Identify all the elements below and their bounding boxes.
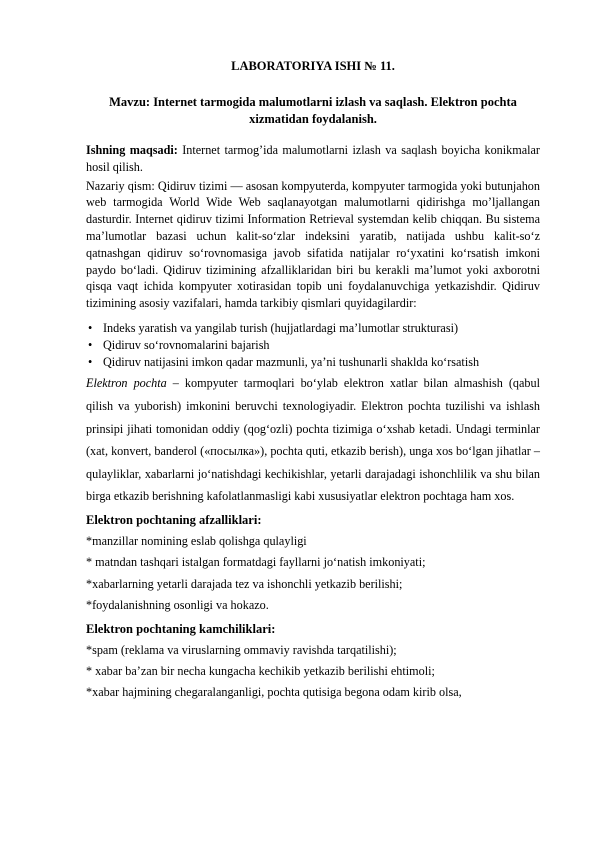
subject-heading: Mavzu: Internet tarmogida malumotlarni izlash va saqlash. Elektron pochta xizmatidan foydalanish.	[109, 95, 517, 126]
list-item: *xabarlarning yetarli darajada tez va ishonchli yetkazib berilishi;	[86, 576, 403, 591]
email-text: – kompyuter tarmoqlari bo‘ylab elektron xatlar bilan almashish (qabul qilish va yuborish) imkonini beruvchi texnologiyadir. Elektron pochta tuzilishi va ishlash prinsipi jihati tomonidan oddiy (qog‘ozli) pochta tizimiga o‘xshab ketadi. Undagi terminlar (xat, konvert, banderol («посылка»), pochta quti, etkazib berish), unga xos bo‘lgan jihatlar – qulayliklar, xabarlarni jo‘natishdagi kechikishlar, yetarli darajadagi ishonchlilik va shu bilan birga etkazib berishning kafolatlanmasligi kabi xususiyatlar elektron pochtaga ham xos.	[86, 376, 540, 504]
list-item: • Indeks yaratish va yangilab turish (hujjatlardagi maʼlumotlar strukturasi)	[86, 320, 540, 337]
theory-paragraph: Nazariy qism: Qidiruv tizimi — asosan kompyuterda, kompyuter tarmogida yoki butunjahon web tarmogida World Wide Web saqlanayotgan malumotlarni qidirishga mo’ljallangan dasturdir. Internet qidiruv tizimi Information Retrieval systemdan kelib chiqqan. Bu sistema ma’lumotlar bazasi uchun kalit-soʻzlar indeksini yaratib, natijada ushbu kalit-soʻz qatnashgan qidiruv soʻrovnomasiga javob sifatida natijalar roʻyxatini koʻrsatish imkoni paydo boʻladi. Qidiruv tizimining afzalliklaridan biri bu kerakli maʼlumot yoki axborotni qisqa vaqt ichida kompyuter xotirasidan topib uni foydalanuvchiga yetkazishdir. Qidiruv tizimining asosiy vazifalari, hamda tarkibiy qismlari quyidagilardir:	[86, 178, 540, 311]
goal-paragraph	[86, 142, 540, 176]
list-item: * xabar ba’zan bir necha kungacha kechikib yetkazib berilishi ehtimoli;	[86, 663, 435, 678]
list-item: • Qidiruv natijasini imkon qadar mazmunli, yaʼni tushunarli shaklda koʻrsatish	[86, 354, 540, 371]
goal-text: Internet tarmog’ida malumotlarni izlash va saqlash boyicha konikmalar hosil qilish.	[86, 143, 540, 174]
goal-label: Ishning maqsadi:	[86, 143, 178, 157]
email-term: Elektron pochta	[86, 376, 167, 391]
list-item: *foydalanishning osonligi va hokazo.	[86, 598, 269, 613]
list-item: • Qidiruv soʻrovnomalarini bajarish	[86, 337, 540, 354]
list-item: *xabar hajmining chegaralanganligi, pochta qutisiga begona odam kirib olsa,	[86, 685, 462, 700]
list-item: *spam (reklama va viruslarning ommaviy ravishda tarqatilishi);	[86, 642, 397, 657]
list-item: *manzillar nomining eslab qolishga qulayligi	[86, 533, 307, 548]
email-paragraph	[86, 372, 540, 508]
bullet-list	[86, 320, 540, 370]
list-item: * matndan tashqari istalgan formatdagi fayllarni jo‘natish imkoniyati;	[86, 555, 426, 570]
disadvantages-heading: Elektron pochtaning kamchiliklari:	[86, 621, 276, 636]
advantages-heading: Elektron pochtaning afzalliklari:	[86, 512, 262, 527]
page-title: LABORATORIYA ISHI № 11.	[231, 59, 395, 73]
